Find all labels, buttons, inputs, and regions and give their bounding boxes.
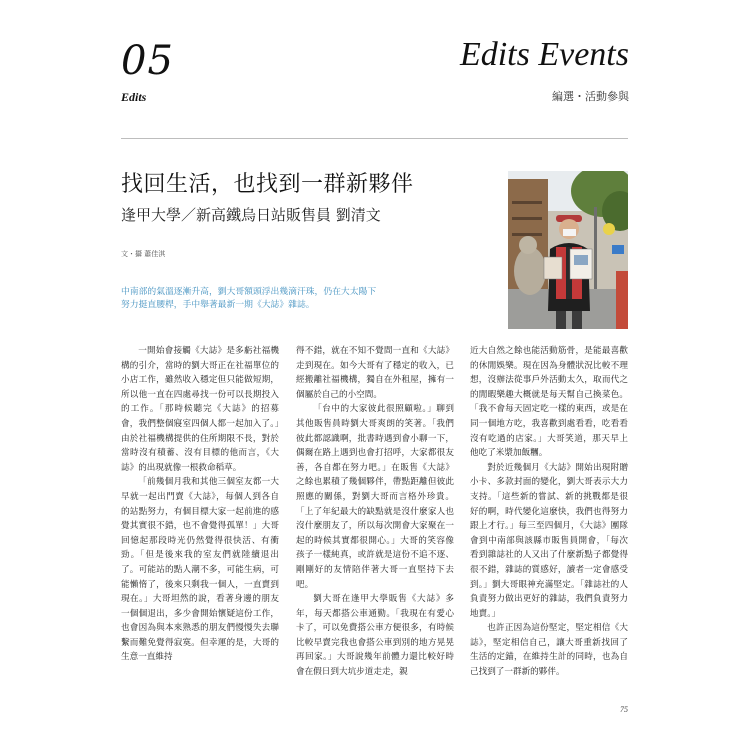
column-3-paragraph-3: 也許正因為這份堅定，堅定相信《大誌》，堅定相信自己，讓大哥重新找回了生活的定錨，在維持生計的同時，也為自己找到了一群新的夥伴。 [470,623,628,678]
article-headline: 找回生活，也找到一群新夥伴 [121,172,414,197]
column-2-paragraph-2: 「台中的大家彼此很照顧啦。」聊到其他販售員時劉大哥爽朗的笑著。「我們彼此都認識啊，批書時遇到會小聊一下，偶爾在路上遇到也會打招呼，大家都很友善，各自都在努力吧。」在販售《大誌》之餘也累積了幾個夥伴，帶點距離但彼此照應的關係，對劉大哥而言格外珍貴。「上了年紀最大的缺點就是沒什麼家人也沒什麼朋友了，所以每次開會大家聚在一起的時候其實都很開心。」大哥的笑容像孩子一樣純真，或許就是這份不追不逐、剛剛好的友情陪伴著大哥一直堅持下去吧。 [296,404,454,590]
article-lede: 中南部的氣溫逐漸升高，劉大哥額頭浮出幾滴汗珠，仍在大太陽下努力挺直腰桿，手中舉著最新一期《大誌》雜誌。 [121,287,377,310]
section-label: Edits [121,90,147,104]
column-3-paragraph-2: 對於近幾個月《大誌》開始出現附贈小卡、多款封面的變化，劉大哥表示大力支持。「這些新的嘗試、新的挑戰都是很好的啊，時代變化這麼快，我們也得努力跟上才行。」每三至四個月，《大誌》團隊會到中南部與該縣市販售員開會，「每次看到雜誌社的人又出了什麼新點子都覺得很不錯，雜誌的質感好，讀者一定會感受到。」劉大哥眼神充滿堅定。「雜誌社的人負責努力做出更好的雜誌，我們負責努力地賣。」 [470,462,628,619]
column-3-paragraph-1: 近大自然之餘也能活動筋骨，是能最喜歡的休閒娛樂。現在因為身體狀況比較不理想，沒辦法從事戶外活動太久，取而代之的閒暇樂趣大概就是每天幫自己換菜色。「我不會每天固定吃一樣的東西，或是在同一個地方吃，我喜歡到處看看，吃看看沒有吃過的店家。」大哥笑道，那天早上他吃了米漿加飯糰。 [470,346,628,459]
photo-portrait-vendor [508,171,628,329]
article-column-2 [296,344,454,694]
column-1-paragraph-1: 一開始會接觸《大誌》是多虧社福機構的引介，當時的劉大哥正在社福單位的小店工作，雖然收入穩定但只能做短期，所以他一直在四處尋找一份可以長期投入的工作。「那時候聽完《大誌》的招募會，我們整個寢室四個人都一起加入了。」由於社福機構提供的住所期限不長，對於當時沒有積蓄、沒有目標的他而言，《大誌》的出現就像一根救命稻草。 [121,346,279,473]
magazine-subtitle: 編選・活動參與 [552,90,629,103]
column-2-paragraph-3: 劉大哥在逢甲大學販售《大誌》多年，每天都搭公車通勤。「我現在有愛心卡了，可以免費搭公車方便很多，有時候比較早賣完我也會搭公車到別的地方晃晃再回家。」大哥說幾年前體力還比較好時會在假日到大坑步道走走，親 [296,594,454,678]
column-1-paragraph-2: 「前幾個月我和其他三個室友都一大早就一起出門賣《大誌》，每個人到各自的站點努力，有個目標大家一起前進的感覺其實很不錯，也不會覺得孤單！」大哥回憶起那段時光仍然覺得很快活、有衝勁。「但是後來我的室友們就陸續退出了。可能站的點人潮不多，可能生病，可能懶惰了，後來只剩我一個人，一直賣到現在。」大哥坦然的說，看著身邊的朋友一個個退出，多少會開始懷疑這份工作，也會因為與本來熟悉的朋友們慢慢失去聯繫而難免覺得寂寞。但幸運的是，大哥的生意一直維持 [121,477,279,663]
magazine-title: Edits Events [459,36,629,73]
section-number: 05 [121,38,174,84]
article-column-3 [470,344,628,694]
page-number: 75 [620,705,628,714]
header-divider [121,138,628,139]
article-column-1 [121,344,279,694]
article-byline: 文・攝 蕭佳淇 [121,250,166,258]
column-2-paragraph-1: 得不錯，就在不知不覺間一直和《大誌》走到現在。如今大哥有了穩定的收入，已經搬離社福機構，獨自在外租屋，擁有一個屬於自己的小空間。 [296,346,454,400]
article-subheadline: 逢甲大學／新高鐵烏日站販售員 劉清文 [121,206,381,224]
